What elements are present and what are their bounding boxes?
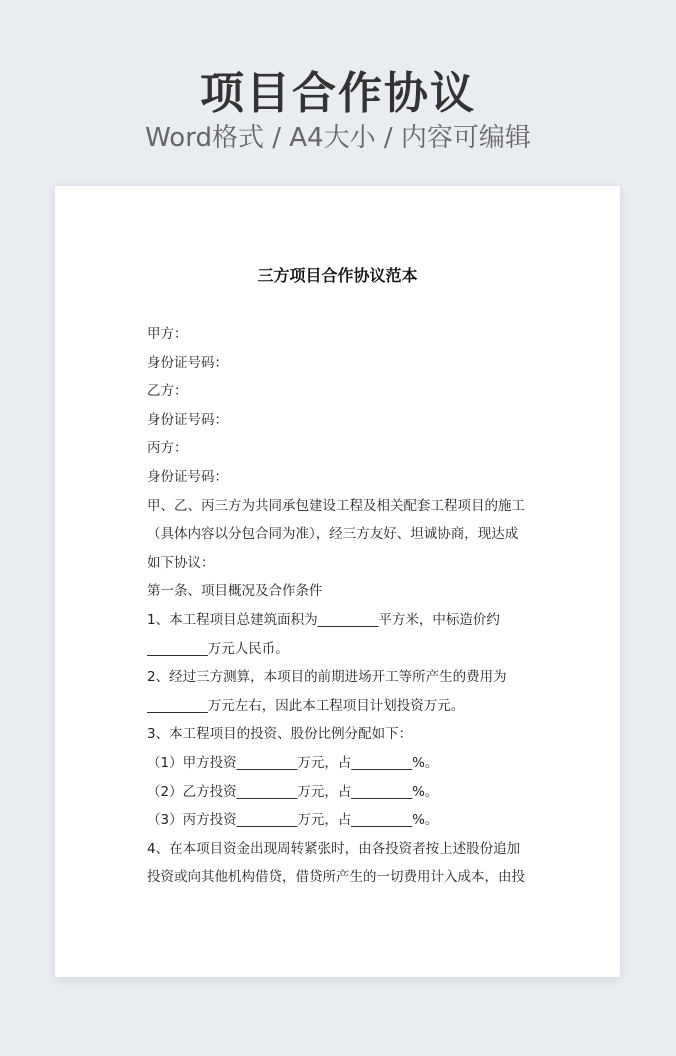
investment-line: （1）甲方投资_________万元，占_________%。	[147, 754, 439, 771]
clause-line: _________万元人民币。	[147, 640, 289, 657]
party-c-label: 丙方：	[147, 440, 188, 457]
body-line: 甲、乙、丙三方为共同承包建设工程及相关配套工程项目的施工	[147, 497, 525, 514]
clause-line: 2、经过三方测算，本项目的前期进场开工等所产生的费用为	[147, 669, 507, 686]
clause-line: 3、本工程项目的投资、股份比例分配如下：	[147, 726, 413, 743]
clause-line: 1、本工程项目总建筑面积为_________平方米，中标造价约	[147, 611, 500, 628]
party-b-label: 乙方：	[147, 383, 188, 400]
banner-title: 项目合作协议	[200, 68, 476, 119]
section-heading: 第一条、项目概况及合作条件	[147, 583, 323, 600]
party-a-label: 甲方：	[147, 326, 188, 342]
banner-subtitle: Word格式 / A4大小 / 内容可编辑	[145, 123, 531, 153]
document-page	[55, 186, 620, 977]
party-b-id-label: 身份证号码：	[147, 411, 228, 428]
document-title: 三方项目合作协议范本	[257, 266, 418, 285]
investment-line: （2）乙方投资_________万元，占_________%。	[147, 783, 439, 800]
body-line: （具体内容以分包合同为准），经三方友好、坦诚协商，现达成	[147, 526, 519, 543]
party-a-id-label: 身份证号码：	[147, 354, 228, 371]
clause-line: 4、在本项目资金出现周转紧张时，由各投资者按上述股份追加	[147, 840, 521, 857]
body-line: 如下协议：	[147, 554, 215, 571]
clause-line: 投资或向其他机构借贷，借贷所产生的一切费用计入成本，由投	[147, 869, 525, 886]
document-body	[147, 320, 537, 892]
clause-line: _________万元左右，因此本工程项目计划投资万元。	[147, 697, 465, 714]
party-c-id-label: 身份证号码：	[147, 468, 228, 485]
investment-line: （3）丙方投资_________万元，占_________%。	[147, 812, 439, 829]
